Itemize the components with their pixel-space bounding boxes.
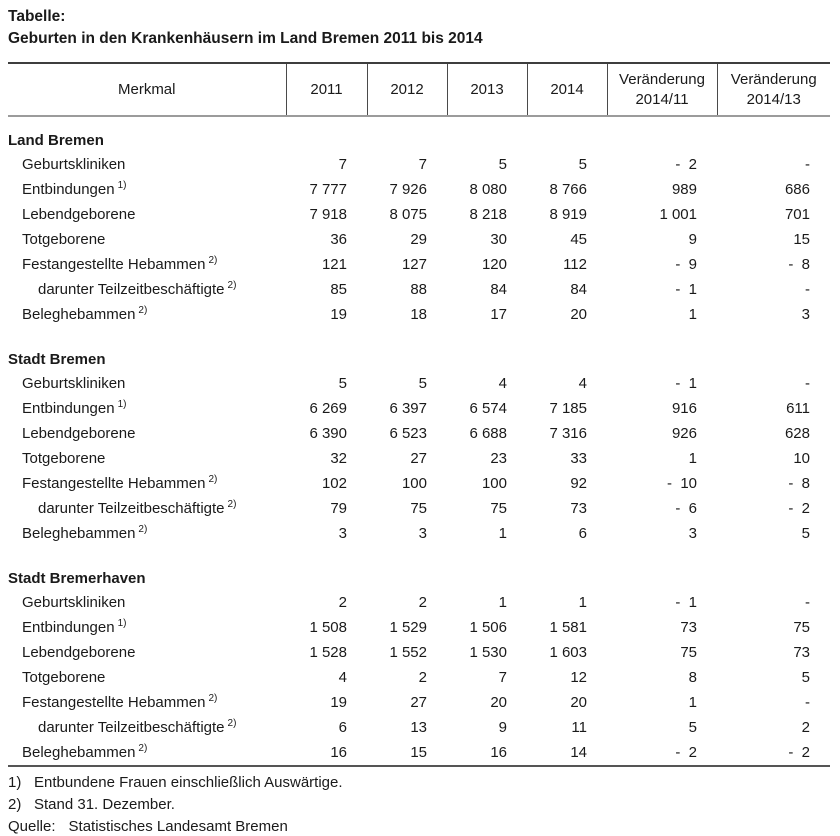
value-cell: 75 (793, 619, 810, 636)
value-cell: - 1 (675, 375, 697, 392)
row-label: darunter Teilzeitbeschäftigte (38, 719, 225, 736)
value-cell: 120 (481, 256, 507, 273)
value-cell: 10 (793, 450, 810, 467)
value-cell: 20 (570, 306, 587, 323)
value-cell: 6 390 (309, 425, 347, 442)
value-cell: - (805, 375, 810, 392)
table-row (8, 615, 830, 640)
value-cell: - 2 (788, 744, 810, 761)
value-cell: 1 581 (549, 619, 587, 636)
value-cell: 5 (801, 525, 810, 542)
value-cell: 5 (338, 375, 347, 392)
row-label-cell (8, 277, 286, 302)
col-header-change-2014-11 (607, 63, 717, 116)
row-label: Entbindungen (22, 181, 115, 198)
source-line (8, 816, 830, 836)
value-cell: 2 (418, 669, 427, 686)
footnote-ref-icon: 2) (208, 474, 218, 485)
value-cell: 2 (338, 594, 347, 611)
source-text: Statistisches Landesamt Bremen (68, 818, 288, 835)
value-cell: 6 (338, 719, 347, 736)
value-cell: 1 506 (469, 619, 507, 636)
value-cell: 27 (410, 450, 427, 467)
value-cell: 92 (570, 475, 587, 492)
table-row (8, 202, 830, 227)
value-cell: 100 (401, 475, 427, 492)
value-cell: 18 (410, 306, 427, 323)
value-cell: 88 (410, 281, 427, 298)
row-label: Lebendgeborene (22, 644, 136, 661)
value-cell: 5 (688, 719, 697, 736)
value-cell: - (805, 694, 810, 711)
table-row (8, 521, 830, 546)
value-cell: 7 185 (549, 400, 587, 417)
col-header-2012: 2012 (367, 63, 447, 116)
value-cell: 11 (571, 719, 587, 736)
value-cell: 611 (786, 400, 810, 417)
value-cell: - 6 (675, 500, 697, 517)
value-cell: 6 523 (389, 425, 427, 442)
value-cell: 3 (801, 306, 810, 323)
value-cell: 8 218 (469, 206, 507, 223)
value-cell: 4 (578, 375, 587, 392)
value-cell: 27 (410, 694, 427, 711)
value-cell: - 8 (788, 475, 810, 492)
value-cell: 102 (321, 475, 347, 492)
row-label: Festangestellte Hebammen (22, 256, 206, 273)
table-body (8, 116, 830, 765)
value-cell: 916 (671, 400, 697, 417)
value-cell: 20 (490, 694, 507, 711)
footnote-ref-icon: 1) (117, 399, 127, 410)
row-label-cell (8, 371, 286, 396)
table-row (8, 396, 830, 421)
value-cell: - 9 (675, 256, 697, 273)
footnote-ref-icon: 2) (138, 743, 148, 754)
value-cell: 30 (490, 231, 507, 248)
value-cell: 1 (498, 594, 507, 611)
change-header-line2: 2014/13 (746, 90, 801, 108)
footnote-ref-icon: 1) (117, 180, 127, 191)
footnote-ref-icon: 2) (227, 280, 237, 291)
table-row (8, 665, 830, 690)
footnote-1-text: Entbundene Frauen einschließlich Auswärtige. (34, 774, 343, 791)
table-row (8, 277, 830, 302)
section-header: Land Bremen (8, 132, 104, 149)
table-row (8, 740, 830, 765)
row-label-cell (8, 152, 286, 177)
value-cell: 6 269 (309, 400, 347, 417)
table-row (8, 446, 830, 471)
change-header-line1: Veränderung (619, 70, 705, 88)
row-label-cell (8, 665, 286, 690)
row-label: Totgeborene (22, 231, 106, 248)
value-cell: 1 (578, 594, 587, 611)
row-label: Geburtskliniken (22, 375, 126, 392)
value-cell: - 2 (675, 744, 697, 761)
table-label: Tabelle: (8, 8, 66, 25)
value-cell: 628 (784, 425, 810, 442)
value-cell: 16 (330, 744, 347, 761)
table-row (8, 640, 830, 665)
row-label-cell (8, 640, 286, 665)
col-header-merkmal: Merkmal (117, 80, 176, 98)
value-cell: 3 (338, 525, 347, 542)
value-cell: 75 (410, 500, 427, 517)
value-cell: 1 (688, 694, 697, 711)
value-cell: 7 918 (309, 206, 347, 223)
value-cell: 15 (410, 744, 427, 761)
row-label-cell (8, 302, 286, 327)
footnote-ref-icon: 2) (227, 718, 237, 729)
value-cell: 1 (498, 525, 507, 542)
value-cell: 3 (688, 525, 697, 542)
table-row (8, 496, 830, 521)
row-label: darunter Teilzeitbeschäftigte (38, 281, 225, 298)
value-cell: - 1 (675, 594, 697, 611)
value-cell: 127 (401, 256, 427, 273)
value-cell: 2 (801, 719, 810, 736)
row-label: Festangestellte Hebammen (22, 694, 206, 711)
value-cell: 5 (418, 375, 427, 392)
value-cell: 14 (570, 744, 587, 761)
value-cell: 20 (570, 694, 587, 711)
value-cell: 1 001 (659, 206, 697, 223)
value-cell: 15 (793, 231, 810, 248)
value-cell: 112 (563, 256, 587, 273)
value-cell: 84 (570, 281, 587, 298)
value-cell: 75 (680, 644, 697, 661)
value-cell: 19 (330, 306, 347, 323)
section-header: Stadt Bremerhaven (8, 570, 146, 587)
page-title: Geburten in den Krankenhäusern im Land Bremen 2011 bis 2014 (8, 30, 483, 47)
value-cell: 33 (570, 450, 587, 467)
section-row (8, 327, 830, 371)
value-cell: 1 528 (309, 644, 347, 661)
value-cell: 19 (330, 694, 347, 711)
row-label: Totgeborene (22, 450, 106, 467)
value-cell: - 2 (675, 156, 697, 173)
value-cell: 701 (784, 206, 810, 223)
row-label-cell (8, 590, 286, 615)
value-cell: 7 (418, 156, 427, 173)
row-label: Festangestellte Hebammen (22, 475, 206, 492)
value-cell: - (805, 281, 810, 298)
row-label: Geburtskliniken (22, 156, 126, 173)
value-cell: - 2 (788, 500, 810, 517)
table-row (8, 152, 830, 177)
value-cell: 4 (338, 669, 347, 686)
col-header-change-2014-13 (717, 63, 830, 116)
value-cell: 8 919 (549, 206, 587, 223)
table-row (8, 715, 830, 740)
col-header-2014: 2014 (527, 63, 607, 116)
table-row (8, 590, 830, 615)
footnote-ref-icon: 2) (138, 524, 148, 535)
value-cell: 73 (793, 644, 810, 661)
row-label-cell (8, 177, 286, 202)
value-cell: 1 530 (469, 644, 507, 661)
col-header-2011: 2011 (286, 63, 367, 116)
value-cell: 3 (418, 525, 427, 542)
value-cell: 5 (498, 156, 507, 173)
value-cell: 79 (330, 500, 347, 517)
footnote-ref-icon: 2) (138, 305, 148, 316)
value-cell: - 8 (788, 256, 810, 273)
value-cell: 9 (688, 231, 697, 248)
value-cell: 6 574 (469, 400, 507, 417)
table-row (8, 371, 830, 396)
value-cell: 36 (330, 231, 347, 248)
value-cell: 2 (418, 594, 427, 611)
row-label: Beleghebammen (22, 306, 136, 323)
value-cell: 1 603 (549, 644, 587, 661)
row-label-cell (8, 227, 286, 252)
change-header-line1: Veränderung (730, 70, 817, 88)
row-label-cell (8, 715, 286, 740)
value-cell: 7 316 (549, 425, 587, 442)
value-cell: 121 (321, 256, 347, 273)
value-cell: 1 (688, 450, 697, 467)
section-row (8, 546, 830, 590)
row-label-cell (8, 496, 286, 521)
value-cell: 73 (570, 500, 587, 517)
value-cell: 73 (680, 619, 697, 636)
value-cell: 989 (671, 181, 697, 198)
footnote-ref-icon: 2) (208, 255, 218, 266)
value-cell: 7 777 (309, 181, 347, 198)
table-row (8, 177, 830, 202)
table-row (8, 302, 830, 327)
value-cell: 6 (578, 525, 587, 542)
value-cell: 23 (490, 450, 507, 467)
section-row (8, 116, 830, 152)
row-label-cell (8, 202, 286, 227)
value-cell: - 1 (675, 281, 697, 298)
value-cell: 1 529 (389, 619, 427, 636)
row-label: Beleghebammen (22, 525, 136, 542)
value-cell: 7 (338, 156, 347, 173)
row-label: Entbindungen (22, 619, 115, 636)
footnote-1-marker: 1) (8, 774, 22, 791)
value-cell: - 10 (666, 475, 697, 492)
value-cell: 75 (490, 500, 507, 517)
value-cell: 45 (570, 231, 587, 248)
value-cell: 4 (498, 375, 507, 392)
table-header (8, 63, 830, 116)
footnotes-block (8, 765, 830, 836)
row-label-cell (8, 446, 286, 471)
value-cell: 84 (490, 281, 507, 298)
row-label: darunter Teilzeitbeschäftigte (38, 500, 225, 517)
footnote-ref-icon: 1) (117, 618, 127, 629)
table-row (8, 471, 830, 496)
value-cell: 5 (801, 669, 810, 686)
change-header-line2: 2014/11 (635, 90, 689, 108)
value-cell: - (805, 594, 810, 611)
value-cell: 5 (578, 156, 587, 173)
header-row (8, 63, 830, 116)
section-header: Stadt Bremen (8, 351, 106, 368)
value-cell: 32 (330, 450, 347, 467)
row-label-cell (8, 740, 286, 765)
table-row (8, 227, 830, 252)
footnote-1 (8, 772, 830, 794)
value-cell: 100 (481, 475, 507, 492)
row-label-cell (8, 252, 286, 277)
title-block (8, 6, 830, 50)
footnote-2 (8, 794, 830, 816)
col-header-2013: 2013 (447, 63, 527, 116)
source-label: Quelle: (8, 818, 56, 835)
value-cell: 8 080 (469, 181, 507, 198)
footnote-ref-icon: 2) (208, 693, 218, 704)
value-cell: 8 (688, 669, 697, 686)
value-cell: 29 (410, 231, 427, 248)
births-table (8, 62, 830, 765)
value-cell: - (805, 156, 810, 173)
value-cell: 8 075 (389, 206, 427, 223)
footnote-2-text: Stand 31. Dezember. (34, 796, 175, 813)
row-label-cell (8, 471, 286, 496)
value-cell: 7 (498, 669, 507, 686)
row-label-cell (8, 396, 286, 421)
footnote-ref-icon: 2) (227, 499, 237, 510)
value-cell: 12 (570, 669, 587, 686)
value-cell: 16 (490, 744, 507, 761)
value-cell: 8 766 (549, 181, 587, 198)
row-label-cell (8, 615, 286, 640)
value-cell: 6 688 (469, 425, 507, 442)
value-cell: 1 552 (389, 644, 427, 661)
value-cell: 686 (784, 181, 810, 198)
value-cell: 1 (688, 306, 697, 323)
value-cell: 926 (671, 425, 697, 442)
table-row (8, 690, 830, 715)
value-cell: 1 508 (309, 619, 347, 636)
row-label-cell (8, 521, 286, 546)
row-label: Lebendgeborene (22, 206, 136, 223)
row-label: Entbindungen (22, 400, 115, 417)
row-label-cell (8, 690, 286, 715)
value-cell: 7 926 (389, 181, 427, 198)
table-row (8, 421, 830, 446)
row-label-cell (8, 421, 286, 446)
row-label: Beleghebammen (22, 744, 136, 761)
value-cell: 13 (410, 719, 427, 736)
row-label: Totgeborene (22, 669, 106, 686)
row-label: Geburtskliniken (22, 594, 126, 611)
value-cell: 17 (490, 306, 507, 323)
value-cell: 6 397 (389, 400, 427, 417)
value-cell: 85 (330, 281, 347, 298)
value-cell: 9 (498, 719, 507, 736)
row-label: Lebendgeborene (22, 425, 136, 442)
table-row (8, 252, 830, 277)
footnote-2-marker: 2) (8, 796, 22, 813)
